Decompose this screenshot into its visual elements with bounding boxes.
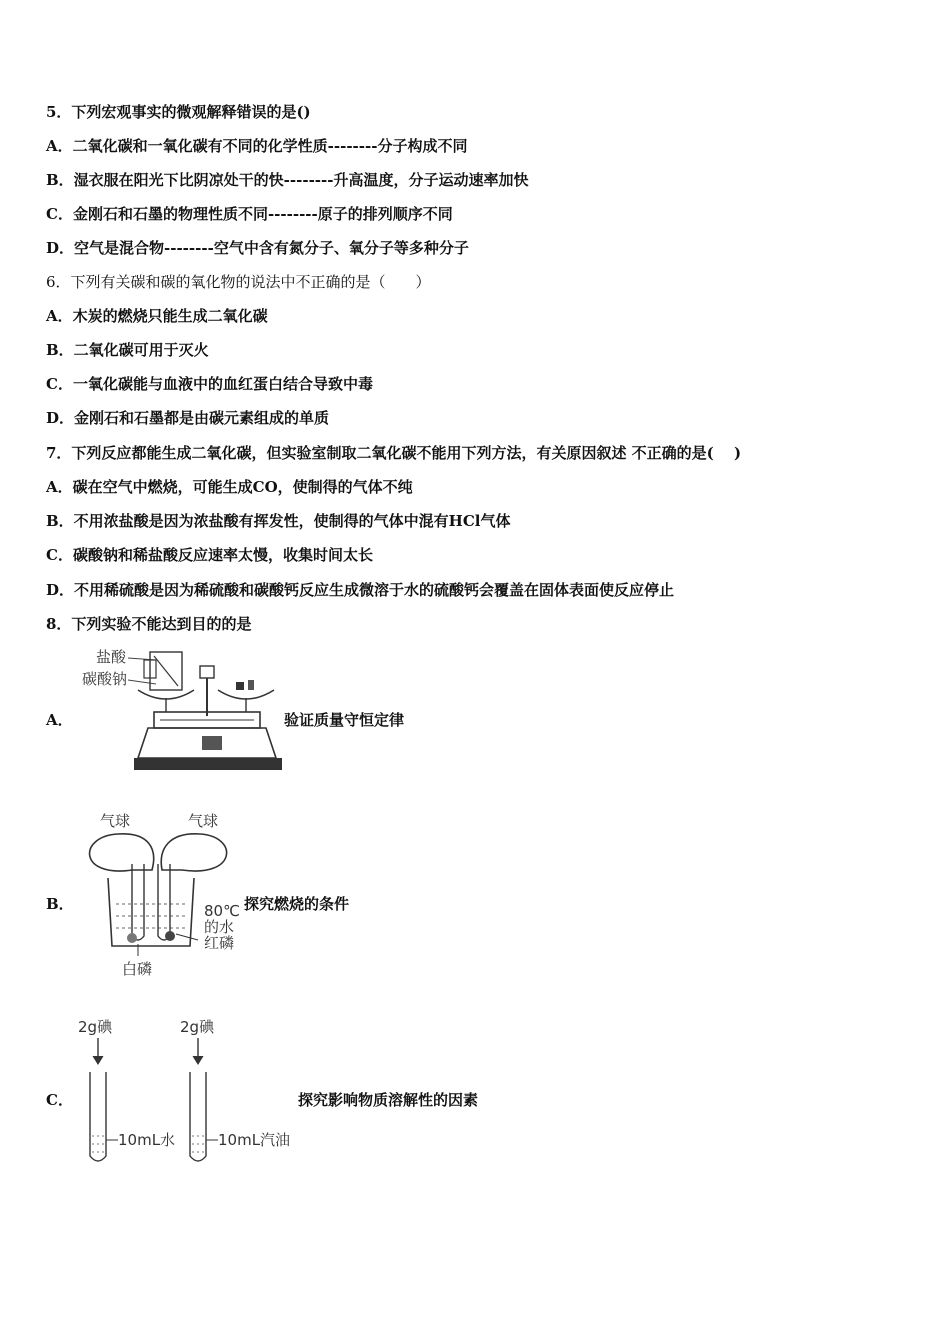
q5-option-a: A．二氧化碳和一氧化碳有不同的化学性质--------分子构成不同 <box>46 137 468 155</box>
q8-option-b-caption: 探究燃烧的条件 <box>244 895 350 913</box>
q5-stem: 5．下列宏观事实的微观解释错误的是() <box>46 103 311 121</box>
q6-option-d: D．金刚石和石墨都是由碳元素组成的单质 <box>46 409 330 427</box>
q7-option-c: C．碳酸钠和稀盐酸反应速率太慢，收集时间太长 <box>46 546 373 564</box>
q6-option-b: B．二氧化碳可用于灭火 <box>46 341 209 359</box>
balloon-left-label: 气球 <box>100 812 131 830</box>
q6-stem: 6．下列有关碳和碳的氧化物的说法中不正确的是（ ） <box>46 273 431 291</box>
q6-option-c: C．一氧化碳能与血液中的血红蛋白结合导致中毒 <box>46 375 373 393</box>
q8-option-c-label: C． <box>46 1091 73 1109</box>
combustion-figure <box>78 808 268 978</box>
q8-option-a-label: A． <box>46 711 73 729</box>
balance-figure <box>82 646 306 776</box>
q6-option-a: A．木炭的燃烧只能生成二氧化碳 <box>46 307 268 325</box>
hot-water-label: 的水 <box>204 918 235 936</box>
temp-label: 80℃ <box>204 902 240 920</box>
white-phosphorus-label: 白磷 <box>122 960 153 978</box>
q8-option-a-caption: 验证质量守恒定律 <box>284 711 405 729</box>
balloon-right-label: 气球 <box>188 812 219 830</box>
hydrochloric-acid-label: 盐酸 <box>96 648 127 666</box>
q5-option-b: B．湿衣服在阳光下比阴凉处干的快--------升高温度，分子运动速率加快 <box>46 171 529 189</box>
q7-option-b: B．不用浓盐酸是因为浓盐酸有挥发性，使制得的气体中混有HCl气体 <box>46 512 511 530</box>
q8-stem: 8．下列实验不能达到目的的是 <box>46 615 252 633</box>
q7-option-d: D．不用稀硫酸是因为稀硫酸和碳酸钙反应生成微溶于水的硫酸钙会覆盖在固体表面使反应停止 <box>46 581 675 599</box>
q5-option-c: C．金刚石和石墨的物理性质不同--------原子的排列顺序不同 <box>46 205 453 223</box>
iodine-left-label: 2g碘 <box>78 1018 113 1036</box>
gasoline-volume-label: 10mL汽油 <box>218 1131 291 1149</box>
q8-option-c-caption: 探究影响物质溶解性的因素 <box>298 1091 479 1109</box>
sodium-carbonate-label: 碳酸钠 <box>82 670 128 688</box>
q7-option-a: A．碳在空气中燃烧，可能生成CO，使制得的气体不纯 <box>46 478 413 496</box>
iodine-right-label: 2g碘 <box>180 1018 215 1036</box>
solubility-figure <box>76 1016 306 1166</box>
red-phosphorus-label: 红磷 <box>204 934 235 952</box>
q7-stem: 7．下列反应都能生成二氧化碳，但实验室制取二氧化碳不能用下列方法，有关原因叙述 不正确的是( ) <box>46 444 742 462</box>
q5-option-d: D．空气是混合物--------空气中含有氮分子、氧分子等多种分子 <box>46 239 469 257</box>
q8-option-b-label: B． <box>46 895 74 913</box>
water-volume-label: 10mL水 <box>118 1131 176 1149</box>
